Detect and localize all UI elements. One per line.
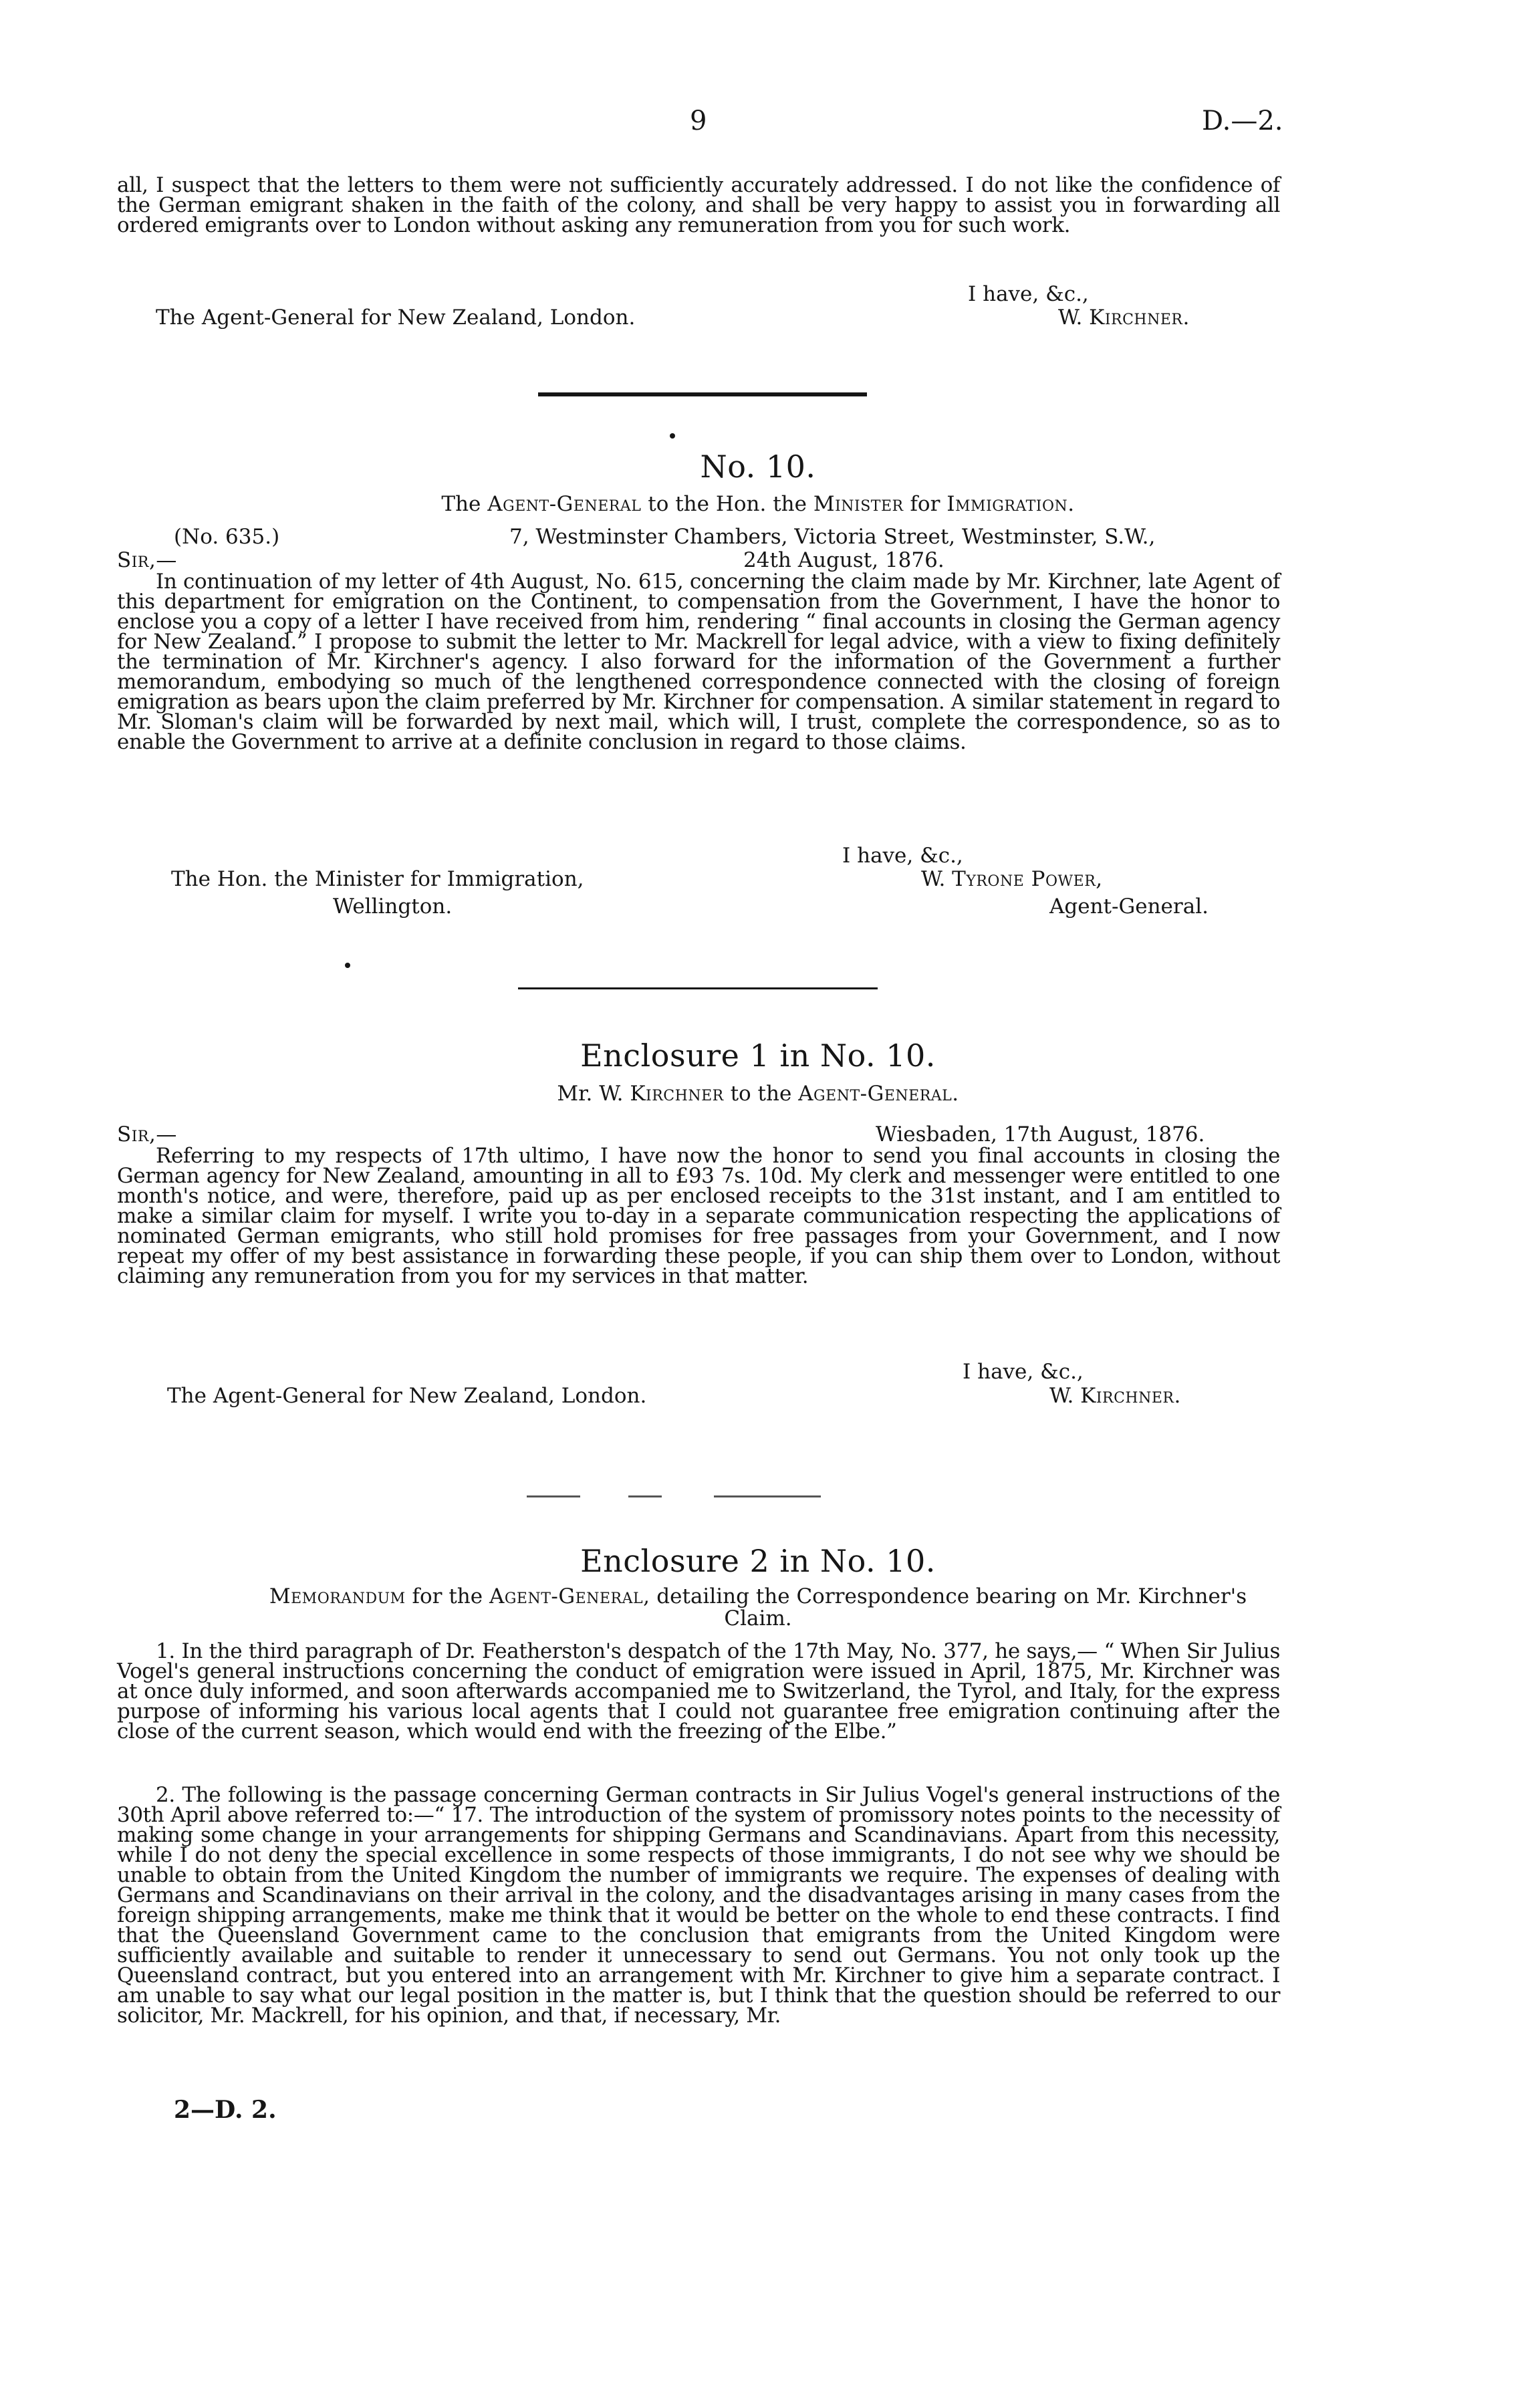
section-divider-segment <box>628 1495 662 1497</box>
route-prefix: The <box>441 492 481 516</box>
enclosure1-addressee: The Agent-General for New Zealand, London. <box>167 1384 647 1408</box>
signature-name: Tyrone Power, <box>952 867 1103 891</box>
enclosure1-place-date: Wiesbaden, 17th August, 1876. <box>876 1122 1205 1147</box>
letter-title: No. 10. <box>700 449 816 485</box>
opening-paragraph: all, I suspect that the letters to them were not sufficiently accurately addressed. I do not like the confidence of the German emigrant shaken in the faith of the colony, and shall be very happy to assist you in forwarding all ordered emigrants over to London without asking any remuneration from you for such work. <box>117 173 1280 237</box>
signature-title: Agent-General. <box>1049 894 1209 919</box>
memorandum-heading <box>0 1584 1516 1608</box>
letter-route <box>0 492 1516 516</box>
route-prefix: Mr. W. <box>557 1082 624 1106</box>
signature-name: Kirchner. <box>1089 306 1190 330</box>
route-from: Agent-General <box>487 492 642 516</box>
memo-paragraph-2-text: 2. The following is the passage concerning German contracts in Sir Julius Vogel's general instructions of the 30th April above referred to:—“ 17. The introduction of the system of promissory notes points to the necessity of making some change in your arrangements for shipping Germans and Scandinavians. Apart from this necessity, while I do not deny the special excellence in some respects of those immigrants, I do not see why we should be unable to obtain from the United Kingdom the number of immigrants we require. The expenses of dealing with Germans and Scandinavians on their arrival in the colony, and the disadvantages arising in many cases from the foreign shipping arrangements, make me think that it would be better on the whole to end these contracts. I find that the Queensland Government came to the conclusion that emigrants from the United Kingdom were sufficiently available and suitable to render it unnecessary to send out Germans. You not only took up the Queensland contract, but you entered into an arrangement with Mr. Kirchner to give him a separate contract. I am unable to say what our legal position in the matter is, but I think that the question should be referred to our solicitor, Mr. Mackrell, for his opinion, and that, if necessary, Mr. <box>117 1783 1280 2028</box>
sender-address: 7, Westminster Chambers, Victoria Street, Westminster, S.W., <box>509 525 1156 549</box>
section-divider <box>518 987 878 989</box>
enclosure2-title: Enclosure 2 in No. 10. <box>580 1543 936 1579</box>
letter-signature <box>921 867 1103 891</box>
enclosure1-title: Enclosure 1 in No. 10. <box>580 1038 936 1074</box>
route-department: Immigration. <box>946 492 1075 516</box>
signature-mark: 2—D. 2. <box>174 2096 277 2124</box>
signature-initial: W. <box>921 867 946 891</box>
letter-body <box>117 572 1280 752</box>
route-mid: to the <box>730 1082 792 1106</box>
memo-word: Memorandum <box>269 1584 406 1608</box>
route-minister: Minister <box>813 492 904 516</box>
signature-initial: W. <box>1049 1384 1074 1408</box>
letter-closing: I have, &c., <box>842 844 963 868</box>
divider-dot <box>670 433 675 439</box>
letter-body-text: In continuation of my letter of 4th August, No. 615, concerning the claim made by Mr. Kirchner, late Agent of this department for emigration on the Continent, to compensation from the Government, I have the honor to enclose you a copy of a letter I have received from him, rendering “ final accounts in closing the German agency for New Zealand.” I propose to submit the letter to Mr. Mackrell for legal advice, with a view to fixing definitely the termination of Mr. Kirchner's agency. I also forward for the information of the Government a further memorandum, embodying so much of the lengthened correspondence connected with the closing of foreign emigration as bears upon the claim preferred by Mr. Kirchner for compensation. A similar statement in regard to Mr. Sloman's claim will be forwarded by next mail, which will, I trust, complete the correspondence, so as to enable the Government to arrive at a definite conclusion in regard to those claims. <box>117 570 1280 754</box>
route-mid: to the Hon. the <box>648 492 807 516</box>
letter-addressee-line2: Wellington. <box>333 894 453 919</box>
opening-signature <box>1058 306 1190 330</box>
document-reference: D.—2. <box>1202 106 1283 136</box>
letter-reference-number: (No. 635.) <box>174 525 280 549</box>
enclosure1-closing: I have, &c., <box>963 1360 1084 1384</box>
route-to: Agent-General. <box>798 1082 959 1106</box>
opening-addressee: The Agent-General for New Zealand, London. <box>156 306 636 330</box>
opening-closing: I have, &c., <box>968 282 1089 306</box>
memo-paragraph-1 <box>117 1641 1280 1741</box>
signature-initial: W. <box>1058 306 1083 330</box>
memo-to: Agent-General, <box>489 1584 650 1608</box>
route-from: Kirchner <box>630 1082 724 1106</box>
section-divider-segment <box>714 1495 821 1497</box>
section-divider <box>538 392 867 396</box>
enclosure1-route <box>0 1082 1516 1106</box>
memo-rest: detailing the Correspondence bearing on Mr. Kirchner's <box>656 1584 1247 1608</box>
enclosure1-signature <box>1049 1384 1181 1408</box>
memo-paragraph-2 <box>117 1785 1280 2026</box>
letter-addressee-line1: The Hon. the Minister for Immigration, <box>171 867 584 891</box>
letter-date: 24th August, 1876. <box>743 548 944 572</box>
salutation: Sir,— <box>117 548 177 572</box>
enclosure1-body <box>117 1146 1280 1286</box>
section-divider-segment <box>527 1495 580 1497</box>
divider-dot <box>345 963 350 968</box>
enclosure1-body-text: Referring to my respects of 17th ultimo, I have now the honor to send you final accounts in closing the German agency for New Zealand, amounting in all to £93 7s. 10d. My clerk and messenger were entitled to one month's notice, and were, therefore, paid up as per enclosed receipts to the 31st instant, and I am entitled to make a similar claim for myself. I write you to-day in a separate communication respecting the applications of nominated German emigrants, who still hold promises for free passages from your Government, and I now repeat my offer of my best assistance in forwarding these people, if you can ship them over to London, without claiming any remuneration from you for my services in that matter. <box>117 1144 1280 1288</box>
memo-mid: for the <box>412 1584 483 1608</box>
enclosure1-salutation: Sir,— <box>117 1122 177 1147</box>
page-number: 9 <box>690 106 707 136</box>
memo-paragraph-1-text: 1. In the third paragraph of Dr. Featherston's despatch of the 17th May, No. 377, he says,— “ When Sir Julius Vogel's general instructions concerning the conduct of emigration were issued in April, 1875, Mr. Kirchner was at once duly informed, and soon afterwards accompanied me to Switzerland, the Tyrol, and Italy, for the express purpose of informing his various local agents that I could not guarantee free emigration continuing after the close of the current season, which would end with the freezing of the Elbe.” <box>117 1639 1280 1743</box>
memorandum-heading-line2: Claim. <box>724 1606 792 1631</box>
route-for: for <box>910 492 940 516</box>
signature-name: Kirchner. <box>1080 1384 1181 1408</box>
